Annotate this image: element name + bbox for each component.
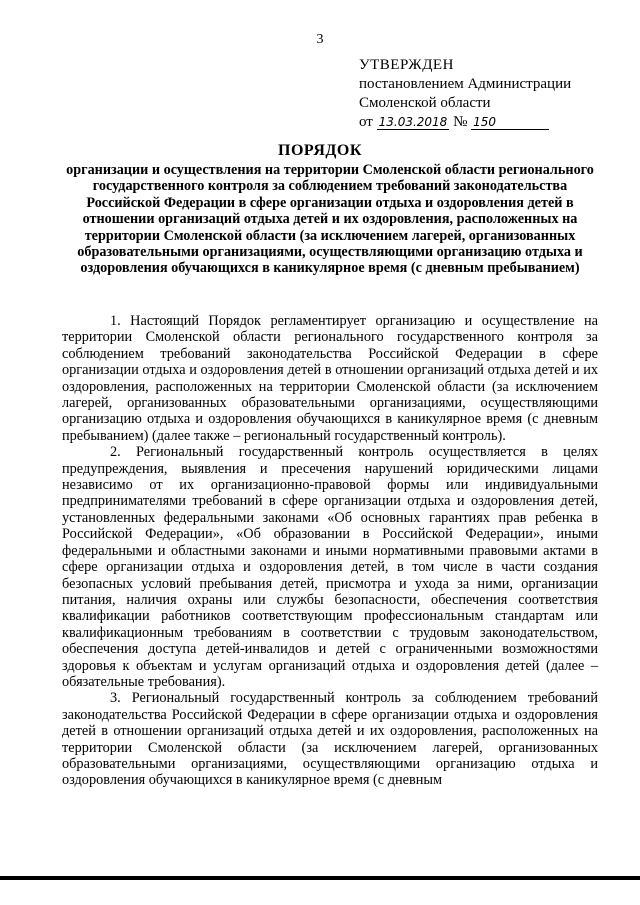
bottom-divider	[0, 876, 640, 880]
paragraph-2: 2. Региональный государственный контроль осуществляется в целях предупреждения, выявления и пресечения нарушений юридическими лицами независимо от их организационно-правовой формы или индивидуальными предпринимателями требований в сфере организации отдыха и оздоровления детей, установленных федеральными законами «Об основных гарантиях прав ребенка в Российской Федерации», «Об образовании в Российской Федерации», иными федеральными и областными законами и иными нормативными правовыми актами в сфере организации отдыха и оздоровления детей, в том числе в части создания безопасных условий пребывания детей, присмотра и ухода за ними, организации питания, наличия охраны или службы безопасности, обеспечения соответствия квалификации работников соответствующим профессиональным стандартам или квалификационным требованиям в соответствии с трудовым законодательством, обеспечения доступа детей-инвалидов и детей с ограниченными возможностями здоровья к объектам и услугам организаций отдыха и оздоровления детей (далее – обязательные требования).	[62, 444, 598, 690]
handwritten-number: 150	[471, 116, 549, 130]
approval-line-2: Смоленской области	[359, 95, 491, 111]
approval-block	[359, 56, 571, 132]
page-number: 3	[316, 32, 324, 47]
document-title: ПОРЯДОК	[278, 142, 362, 159]
paragraph-3: 3. Региональный государственный контроль за соблюдением требований законодательства Российской Федерации в сфере организации отдыха и оздоровления детей в отношении организаций отдыха детей и их оздоровления, расположенных на территории Смоленской области (за исключением лагерей, организованных образовательными организациями, осуществляющими организацию отдыха и оздоровления обучающихся в каникулярное время (с дневным	[62, 690, 598, 789]
number-label: №	[453, 114, 468, 130]
document-subtitle: организации и осуществления на территории Смоленской области регионального государственного контроля за соблюдением требований законодательства Российской Федерации в сфере организации отдыха и оздоровления детей в отношении организаций отдыха детей и их оздоровления, расположенных на территории Смоленской области (за исключением лагерей, организованных образовательными организациями, осуществляющими организацию отдыха и оздоровления обучающихся в каникулярное время (с дневным пребыванием)	[66, 162, 594, 277]
approval-line-1: постановлением Администрации	[359, 76, 572, 92]
approval-date-line	[359, 113, 571, 132]
document-body	[62, 313, 598, 789]
approval-word: УТВЕРЖДЕН	[359, 57, 454, 73]
paragraph-1: 1. Настоящий Порядок регламентирует организацию и осуществление на территории Смоленской области регионального государственного контроля за соблюдением требований законодательства Российской Федерации в сфере организации отдыха и оздоровления детей в отношении организаций отдыха детей и их оздоровления, расположенных на территории Смоленской области (за исключением лагерей, организованных образовательными организациями, осуществляющими организацию отдыха и оздоровления обучающихся в каникулярное время (с дневным пребыванием) (далее также – региональный государственный контроль).	[62, 313, 598, 444]
from-label: от	[359, 114, 373, 130]
handwritten-date: 13.03.2018	[378, 115, 448, 129]
